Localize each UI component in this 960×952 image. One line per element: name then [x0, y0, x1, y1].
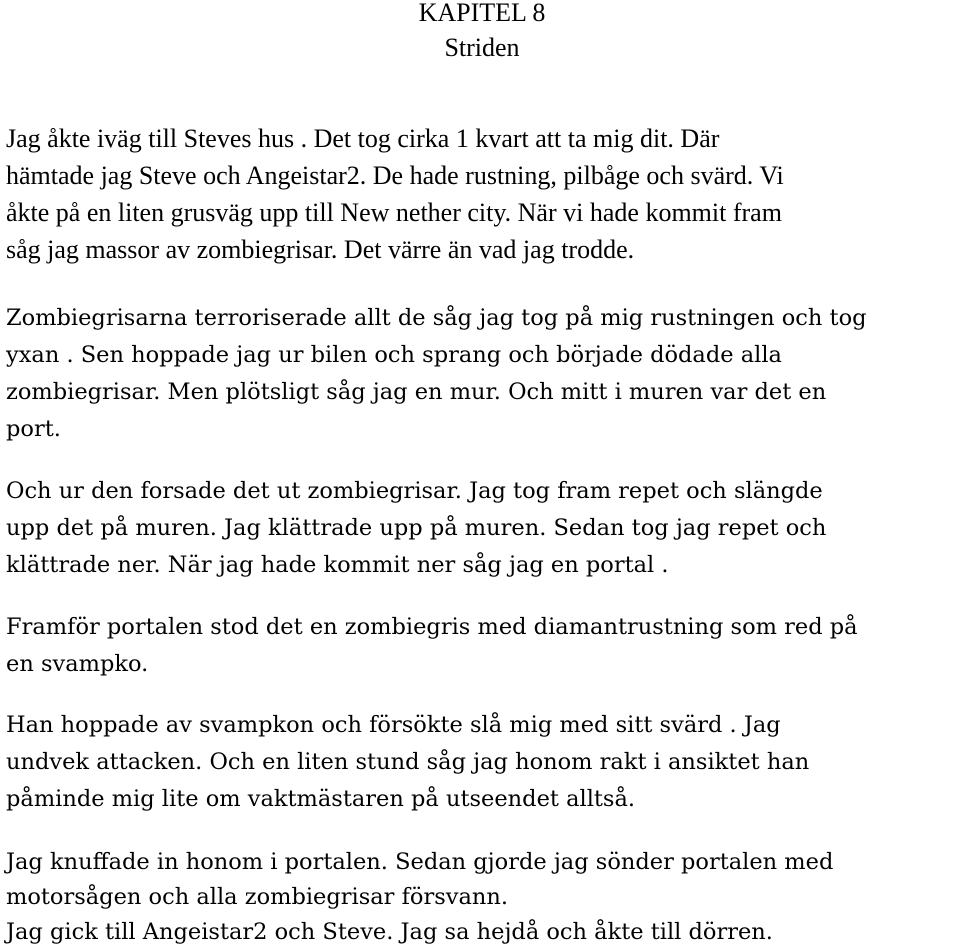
paragraph-line: Jag gick till Angeistar2 och Steve. Jag sa hejdå och åkte till dörren. [6, 919, 773, 945]
paragraph-line: Zombiegrisarna terroriserade allt de såg jag tog på mig rustningen och tog [6, 305, 867, 331]
paragraph-line: Han hoppade av svampkon och försökte slå mig med sitt svärd . Jag [6, 712, 781, 738]
chapter-label: KAPITEL 8 [418, 0, 546, 27]
paragraph-line: port. [6, 416, 61, 442]
paragraph-line: en svampko. [6, 651, 149, 677]
chapter-title: Striden [444, 33, 520, 62]
paragraph-line: Framför portalen stod det en zombiegris med diamantrustning som red på [6, 614, 858, 640]
paragraph-line: upp det på muren. Jag klättrade upp på muren. Sedan tog jag repet och [6, 515, 827, 541]
paragraph-line: Jag åkte iväg till Steves hus . Det tog cirka 1 kvart att ta mig dit. Där [6, 124, 720, 153]
paragraph-line: klättrade ner. När jag hade kommit ner såg jag en portal . [6, 552, 669, 578]
paragraph-line: hämtade jag Steve och Angeistar2. De hade rustning, pilbåge och svärd. Vi [6, 161, 784, 190]
paragraph-line: undvek attacken. Och en liten stund såg jag honom rakt i ansiktet han [6, 749, 810, 775]
paragraph-line: motorsågen och alla zombiegrisar försvann. [6, 884, 509, 910]
paragraph-line: zombiegrisar. Men plötsligt såg jag en mur. Och mitt i muren var det en [6, 379, 827, 405]
paragraph-line: påminde mig lite om vaktmästaren på utseendet alltså. [6, 786, 636, 812]
paragraph-line: yxan . Sen hoppade jag ur bilen och sprang och började dödade alla [6, 342, 782, 368]
paragraph-line: Och ur den forsade det ut zombiegrisar. Jag tog fram repet och slängde [6, 478, 823, 504]
paragraph-line: åkte på en liten grusväg upp till New nether city. När vi hade kommit fram [6, 198, 782, 227]
paragraph-line: Jag knuffade in honom i portalen. Sedan gjorde jag sönder portalen med [6, 849, 834, 875]
paragraph-line: såg jag massor av zombiegrisar. Det värre än vad jag trodde. [6, 235, 635, 264]
